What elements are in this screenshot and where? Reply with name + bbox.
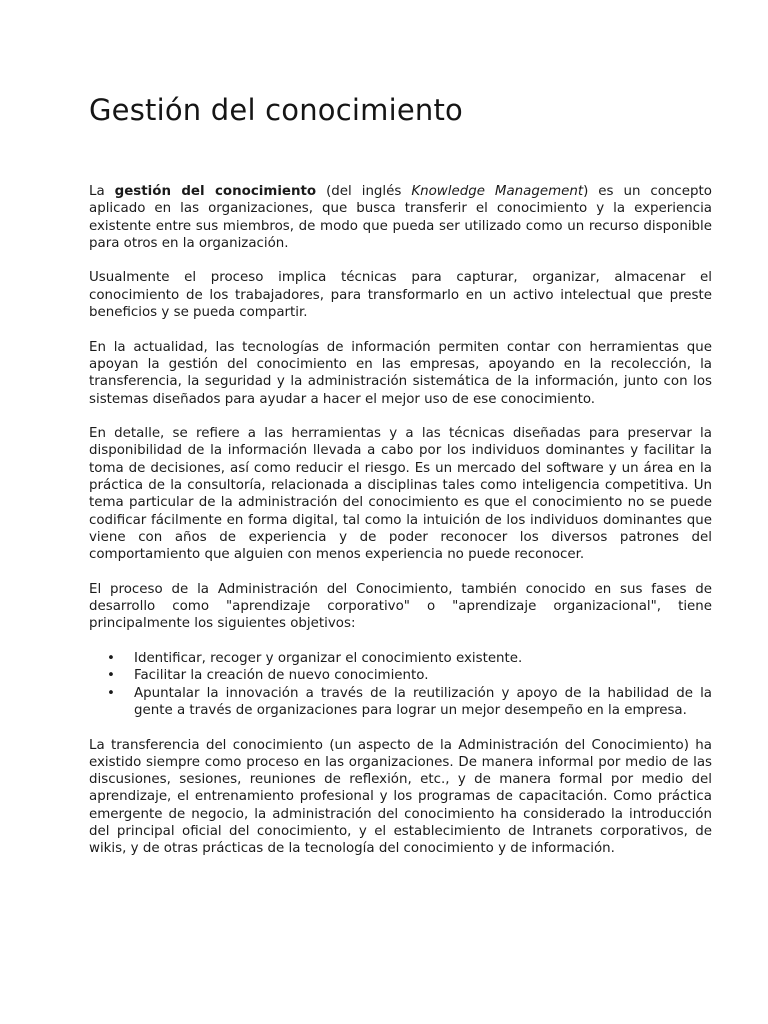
paragraph: En detalle, se refiere a las herramientas y a las técnicas diseñadas para preservar la disponibilidad de la información llevada a cabo por los individuos dominantes y facilitar la toma de decisiones, así como reducir el riesgo. Es un mercado del software y un área en la práctica de la consultoría, relacionada a disciplinas tales como inteligencia competitiva. Un tema particular de la administración del conocimiento es que el conocimiento no se puede codificar fácilmente en forma digital, tal como la intuición de los individuos dominantes que viene con años de experiencia y de poder reconocer los diversos patrones del comportamiento que alguien con menos experiencia no puede reconocer. [89, 426, 712, 563]
list-item [107, 650, 712, 667]
list-item [107, 667, 712, 684]
list-item-text: Facilitar la creación de nuevo conocimiento. [134, 668, 429, 684]
bullet: • [107, 651, 115, 667]
list-item-text: Apuntalar la innovación a través de la reutilización y apoyo de la habilidad de la gente a través de organizaciones para lograr un mejor desempeño en la empresa. [134, 685, 712, 718]
intro-prefix: La [89, 184, 115, 199]
intro-paragraph [89, 183, 712, 252]
bullet: • [107, 685, 115, 701]
intro-mid: (del inglés [316, 184, 412, 199]
intro-bold-term: gestión del conocimiento [114, 184, 317, 199]
document-body [89, 183, 712, 875]
intro-italic-term: Knowledge Management [411, 184, 584, 199]
paragraph: El proceso de la Administración del Conocimiento, también conocido en sus fases de desarrollo como "aprendizaje corporativo" o "aprendizaje organizacional", tiene principalmente los siguientes objetivos: [89, 581, 712, 632]
paragraph: Usualmente el proceso implica técnicas para capturar, organizar, almacenar el conocimiento de los trabajadores, para transformarlo en un activo intelectual que preste beneficios y se pueda compartir. [89, 270, 712, 321]
intro-rest: ) es un concepto aplicado en las organizaciones, que busca transferir el conocimiento y la experiencia existente entre sus miembros, de modo que pueda ser utilizado como un recurso disponible para otros en la organización. [89, 184, 712, 251]
objectives-list [89, 650, 712, 719]
list-item-text: Identificar, recoger y organizar el conocimiento existente. [134, 651, 523, 667]
paragraph: En la actualidad, las tecnologías de información permiten contar con herramientas que apoyan la gestión del conocimiento en las empresas, apoyando en la recolección, la transferencia, la seguridad y la administración sistemática de la información, junto con los sistemas diseñados para ayudar a hacer el mejor uso de ese conocimiento. [89, 339, 712, 407]
list-item [107, 685, 712, 720]
closing-paragraph: La transferencia del conocimiento (un aspecto de la Administración del Conocimiento) ha existido siempre como proceso en las organizaciones. De manera informal por medio de las discusiones, sesiones, reuniones de reflexión, etc., y de manera formal por medio del aprendizaje, el entrenamiento profesional y los programas de capacitación. Como práctica emergente de negocio, la administración del conocimiento ha considerado la introducción del principal oficial del conocimiento, y el establecimiento de Intranets corporativos, de wikis, y de otras prácticas de la tecnología del conocimiento y de información. [89, 737, 712, 857]
document-title: Gestión del conocimiento [89, 93, 463, 127]
bullet: • [107, 668, 115, 684]
